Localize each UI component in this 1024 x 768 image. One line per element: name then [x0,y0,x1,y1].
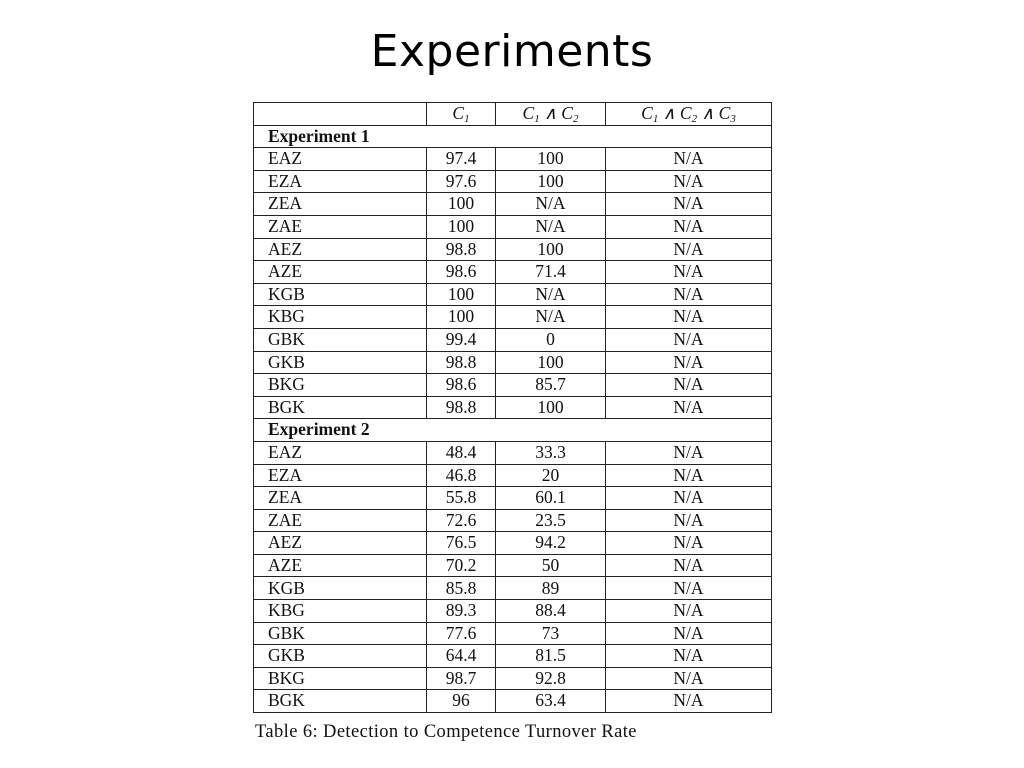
value-cell: 77.6 [427,622,496,645]
value-cell: 100 [427,193,496,216]
value-cell: 64.4 [427,645,496,668]
value-cell: 100 [496,170,606,193]
table-row [254,283,772,306]
table-row [254,351,772,374]
header-blank-cell [254,103,427,126]
value-cell: N/A [606,215,772,238]
value-cell: 48.4 [427,441,496,464]
value-cell: 100 [496,396,606,419]
row-label-cell: ZAE [254,509,427,532]
value-cell: 98.8 [427,351,496,374]
row-label-cell: ZEA [254,193,427,216]
value-cell: 99.4 [427,328,496,351]
value-cell: 100 [496,351,606,374]
value-cell: N/A [606,600,772,623]
table-row [254,170,772,193]
row-label-cell: BKG [254,667,427,690]
value-cell: 33.3 [496,441,606,464]
row-label-cell: KGB [254,577,427,600]
value-cell: N/A [496,215,606,238]
value-cell: N/A [606,464,772,487]
value-cell: 55.8 [427,487,496,510]
value-cell: 98.8 [427,396,496,419]
value-cell: 100 [427,283,496,306]
value-cell: 100 [427,215,496,238]
value-cell: 85.8 [427,577,496,600]
value-cell: 81.5 [496,645,606,668]
value-cell: 92.8 [496,667,606,690]
value-cell: N/A [496,283,606,306]
slide-title: Experiments [370,26,654,77]
value-cell: N/A [606,148,772,171]
value-cell: 20 [496,464,606,487]
section-row [254,125,772,148]
value-cell: N/A [606,374,772,397]
row-label-cell: KBG [254,600,427,623]
row-label-cell: GKB [254,351,427,374]
value-cell: N/A [606,509,772,532]
row-label-cell: KBG [254,306,427,329]
value-cell: N/A [606,690,772,713]
results-table-container [253,102,771,713]
table-header-row [254,103,772,126]
table-row [254,532,772,555]
value-cell: N/A [606,193,772,216]
table-row [254,374,772,397]
header-c1-and-c2: $C_1$ ∧ $C_2$ [496,103,606,126]
value-cell: 76.5 [427,532,496,555]
value-cell: 96 [427,690,496,713]
value-cell: 89.3 [427,600,496,623]
value-cell: N/A [606,487,772,510]
table-row [254,441,772,464]
table-row [254,464,772,487]
row-label-cell: GBK [254,328,427,351]
row-label-cell: ZEA [254,487,427,510]
value-cell: 50 [496,554,606,577]
table-caption: Table 6: Detection to Competence Turnover Rate [255,722,637,742]
table-row [254,600,772,623]
row-label-cell: AZE [254,554,427,577]
value-cell: N/A [606,622,772,645]
row-label-cell: KGB [254,283,427,306]
value-cell: 88.4 [496,600,606,623]
value-cell: N/A [606,306,772,329]
value-cell: N/A [606,577,772,600]
row-label-cell: ZAE [254,215,427,238]
table-row [254,193,772,216]
section-label: Experiment 1 [254,125,772,148]
table-row [254,577,772,600]
row-label-cell: BGK [254,690,427,713]
value-cell: 98.6 [427,374,496,397]
table-row [254,645,772,668]
table-row [254,509,772,532]
value-cell: N/A [606,170,772,193]
value-cell: 73 [496,622,606,645]
table-row [254,396,772,419]
value-cell: 46.8 [427,464,496,487]
value-cell: N/A [606,667,772,690]
value-cell: N/A [606,554,772,577]
value-cell: 97.6 [427,170,496,193]
value-cell: N/A [606,532,772,555]
table-row [254,148,772,171]
table-row [254,328,772,351]
value-cell: N/A [606,283,772,306]
table-row [254,238,772,261]
row-label-cell: GBK [254,622,427,645]
value-cell: 72.6 [427,509,496,532]
value-cell: 0 [496,328,606,351]
table-row [254,306,772,329]
value-cell: 70.2 [427,554,496,577]
value-cell: N/A [606,261,772,284]
value-cell: N/A [606,328,772,351]
table-body [254,125,772,712]
results-table [253,102,772,713]
value-cell: 97.4 [427,148,496,171]
value-cell: N/A [606,396,772,419]
table-row [254,261,772,284]
value-cell: N/A [496,193,606,216]
value-cell: 60.1 [496,487,606,510]
value-cell: N/A [606,645,772,668]
row-label-cell: BGK [254,396,427,419]
table-row [254,667,772,690]
header-c1: $C_1$ [427,103,496,126]
row-label-cell: EAZ [254,148,427,171]
section-label: Experiment 2 [254,419,772,442]
value-cell: 100 [427,306,496,329]
value-cell: 98.7 [427,667,496,690]
table-row [254,690,772,713]
value-cell: 94.2 [496,532,606,555]
value-cell: 98.6 [427,261,496,284]
value-cell: N/A [606,441,772,464]
value-cell: N/A [496,306,606,329]
row-label-cell: EAZ [254,441,427,464]
value-cell: N/A [606,351,772,374]
value-cell: 63.4 [496,690,606,713]
value-cell: N/A [606,238,772,261]
header-c1-and-c2-and-c3: $C_1$ ∧ $C_2$ ∧ $C_3$ [606,103,772,126]
row-label-cell: GKB [254,645,427,668]
value-cell: 98.8 [427,238,496,261]
value-cell: 100 [496,238,606,261]
row-label-cell: EZA [254,170,427,193]
table-row [254,487,772,510]
row-label-cell: AEZ [254,532,427,555]
row-label-cell: AEZ [254,238,427,261]
value-cell: 85.7 [496,374,606,397]
value-cell: 100 [496,148,606,171]
table-row [254,215,772,238]
value-cell: 23.5 [496,509,606,532]
row-label-cell: BKG [254,374,427,397]
value-cell: 71.4 [496,261,606,284]
row-label-cell: AZE [254,261,427,284]
table-row [254,622,772,645]
table-row [254,554,772,577]
value-cell: 89 [496,577,606,600]
section-row [254,419,772,442]
row-label-cell: EZA [254,464,427,487]
